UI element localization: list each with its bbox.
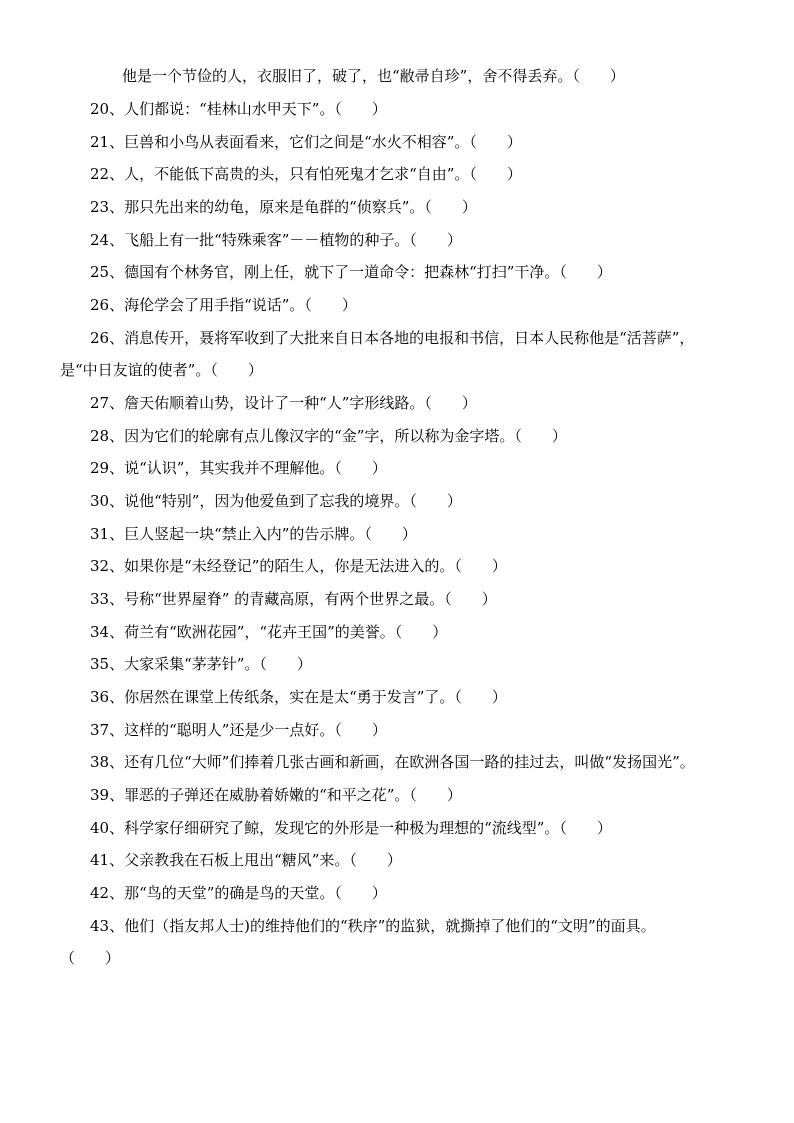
text-line: 40、科学家仔细研究了鲸，发现它的外形是一种极为理想的“流线型”。（ ） [90,819,612,837]
text-line: 是“中日友谊的使者”。（ ） [60,361,263,379]
text-line: 20、人们都说：“桂林山水甲天下”。（ ） [90,100,387,118]
text-line: （ ） [60,949,121,967]
text-line: 21、巨兽和小鸟从表面看来，它们之间是“水火不相容”。（ ） [90,133,522,151]
text-line: 37、这样的“聪明人”还是少一点好。（ ） [90,721,387,739]
text-line: 30、说他“特别”，因为他爱鱼到了忘我的境界。（ ） [90,492,462,510]
text-line: 38、还有几位“大师”们捧着几张古画和新画，在欧洲各国一路的挂过去，叫做“发扬国光”。 [90,753,695,771]
text-line: 42、那“鸟的天堂”的确是鸟的天堂。（ ） [90,884,387,902]
text-line: 26、消息传开，聂将军收到了大批来自日本各地的电报和书信，日本人民称他是“活菩萨”， [90,329,695,347]
text-line: 41、父亲教我在石板上甩出“糖风”来。（ ） [90,851,402,869]
text-line: 31、巨人竖起一块“禁止入内”的告示牌。（ ） [90,525,417,543]
text-line: 33、号称“世界屋脊” 的青藏高原，有两个世界之最。（ ） [90,590,497,608]
text-line: 他是一个节俭的人，衣服旧了，破了，也“敝帚自珍”，舍不得丢弃。（ ） [122,67,625,85]
text-line: 27、詹天佑顺着山势，设计了一种“人”字形线路。（ ） [90,394,477,412]
text-line: 34、荷兰有“欧洲花园”，“花卉王国”的美誉。（ ） [90,623,448,641]
text-line: 36、你居然在课堂上传纸条，实在是太“勇于发言”了。（ ） [90,688,507,706]
text-line: 25、德国有个林务官，刚上任，就下了一道命令：把森林“打扫”干净。（ ） [90,263,612,281]
text-line: 39、罪恶的子弹还在威胁着娇嫩的“和平之花”。（ ） [90,786,462,804]
text-line: 43、他们（指友邦人士)的维持他们的“秩序”的监狱，就撕掉了他们的“文明”的面具。 [90,917,656,935]
text-line: 29、说“认识”，其实我并不理解他。（ ） [90,459,387,477]
text-line: 32、如果你是“未经登记”的陌生人，你是无法进入的。（ ） [90,557,507,575]
text-line: 28、因为它们的轮廓有点儿像汉字的“金”字，所以称为金字塔。（ ） [90,427,567,445]
text-line: 22、人，不能低下高贵的头，只有怕死鬼才乞求“自由”。（ ） [90,165,522,183]
text-line: 26、海伦学会了用手指“说话”。（ ） [90,296,357,314]
text-line: 35、大家采集“茅茅针”。（ ） [90,655,312,673]
text-line: 24、飞船上有一批“特殊乘客”－－植物的种子。（ ） [90,231,462,249]
text-line: 23、那只先出来的幼龟，原来是龟群的“侦察兵”。（ ） [90,198,477,216]
